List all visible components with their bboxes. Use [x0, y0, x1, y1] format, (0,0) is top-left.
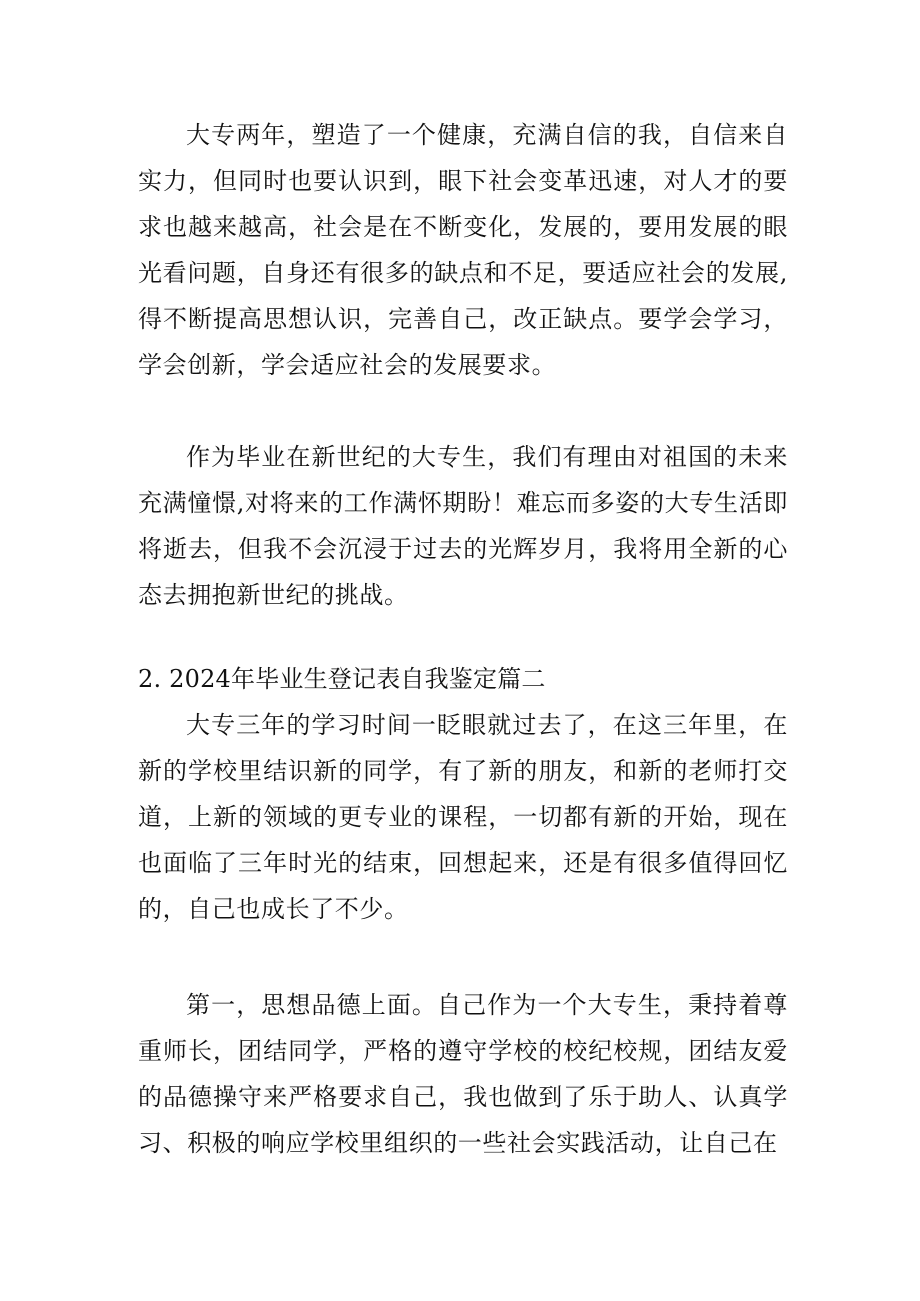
- paragraph-spacer-2: [138, 618, 788, 656]
- paragraph-spacer-1: [138, 388, 788, 434]
- paragraph-1: 大专两年，塑造了一个健康，充满自信的我，自信来自实力，但同时也要认识到，眼下社会变革迅速，对人才的要求也越来越高，社会是在不断变化，发展的，要用发展的眼光看问题，自身还有很多的缺点和不足，要适应社会的发展,得不断提高思想认识，完善自己，改正缺点。要学会学习，学会创新，学会适应社会的发展要求。: [138, 121, 788, 379]
- paragraph-spacer-3: [138, 932, 788, 982]
- paragraph-2: 作为毕业在新世纪的大专生，我们有理由对祖国的未来充满憧憬,对将来的工作满怀期盼！难忘而多姿的大专生活即将逝去，但我不会沉浸于过去的光辉岁月，我将用全新的心态去拥抱新世纪的挑战。: [138, 443, 788, 609]
- paragraph-3: 大专三年的学习时间一眨眼就过去了，在这三年里，在新的学校里结识新的同学，有了新的朋友，和新的老师打交道，上新的领域的更专业的课程，一切都有新的开始，现在也面临了三年时光的结束，回想起来，还是有很多值得回忆的，自己也成长了不少。: [138, 711, 788, 923]
- document-body: [138, 112, 788, 1166]
- section-heading: 2. 2024年毕业生登记表自我鉴定篇二: [138, 665, 546, 693]
- paragraph-4: 第一，思想品德上面。自己作为一个大专生，秉持着尊重师长，团结同学，严格的遵守学校的校纪校规，团结友爱的品德操守来严格要求自己，我也做到了乐于助人、认真学习、积极的响应学校里组织的一些社会实践活动，让自己在: [138, 991, 788, 1157]
